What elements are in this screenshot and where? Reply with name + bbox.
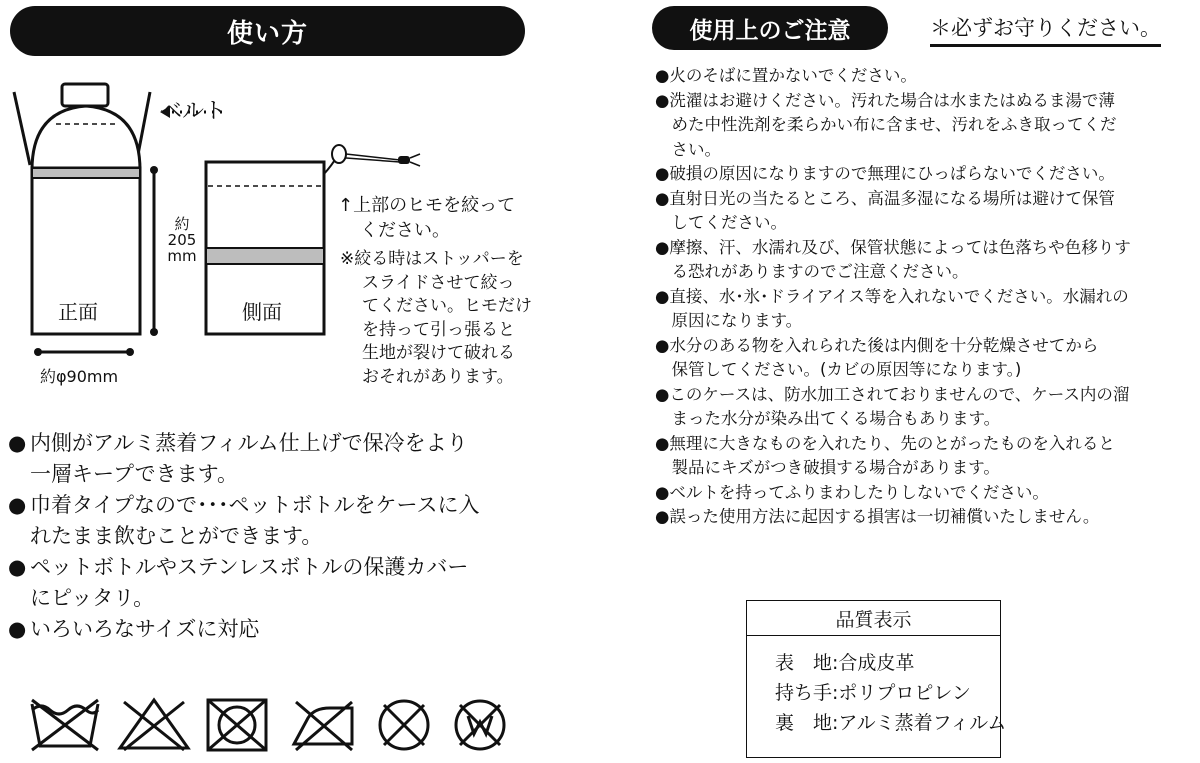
caution-line: ●水分のある物を入れられた後は内側を十分乾燥させてから	[655, 335, 1099, 355]
no-wet-clean-icon	[456, 701, 504, 749]
feature-text: にピッタリ。	[30, 586, 155, 610]
caution-line: る恐れがありますのでご注意ください。	[671, 262, 969, 281]
caution-line: ●ベルトを持ってふりまわしたりしないでください。	[655, 482, 1049, 502]
quality-label-box	[746, 600, 1007, 758]
quality-row-handle: 持ち手:ポリプロピレン	[775, 682, 971, 704]
caution-line: 製品にキズがつき破損する場合があります。	[671, 458, 1000, 477]
usage-header	[10, 6, 525, 56]
feature-item	[8, 459, 548, 490]
stopper-note-line: てください。ヒモだけ	[362, 296, 532, 316]
bullet: ●	[8, 617, 27, 641]
caution-line: ●直射日光の当たるところ、高温多湿になる場所は避けて保管	[655, 188, 1115, 208]
height-unit: mm	[167, 247, 197, 265]
caution-line: 保管してください。(カビの原因等になります。)	[671, 360, 1022, 379]
stopper-note-line: おそれがあります。	[362, 366, 514, 387]
feature-text: 一層キープできます。	[30, 462, 238, 486]
no-wash-icon	[32, 700, 98, 750]
caution-line: してください。	[671, 213, 787, 232]
bullet: ●	[8, 431, 27, 455]
quality-row-lining: 裏 地:アルミ蒸着フィルム	[775, 712, 1007, 734]
feature-item	[8, 552, 548, 583]
caution-line: めた中性洗剤を柔らかい布に含ませ、汚れをふき取ってくだ	[671, 115, 1117, 134]
quality-title: 品質表示	[747, 601, 1000, 636]
front-label: 正面	[58, 300, 98, 324]
caution-line: まった水分が染み出てくる場合もあります。	[671, 409, 1001, 428]
caution-line: ●洗濯はお避けください。汚れた場合は水またはぬるま湯で薄	[655, 90, 1115, 110]
no-bleach-icon	[120, 700, 188, 750]
feature-text: ペットボトルやステンレスボトルの保護カバー	[30, 555, 469, 579]
stopper-note-line: ※絞る時はストッパーを	[340, 249, 524, 269]
stopper-note	[340, 248, 532, 389]
bullet: ●	[8, 493, 27, 517]
feature-text: れたまま飲むことができます。	[30, 524, 323, 548]
caution-line: さい。	[671, 139, 721, 159]
height-dimension	[162, 216, 202, 264]
caution-line: ●破損の原因になりますので無理にひっぱらないでください。	[655, 164, 1115, 183]
bottle-cap	[62, 84, 108, 106]
caution-line: ●摩擦、汗、水濡れ及び、保管状態によっては色落ちや色移りす	[655, 237, 1131, 257]
string-note-line: ください。	[360, 220, 450, 241]
caution-line: 原因になります。	[671, 311, 803, 330]
caution-line: ●無理に大きなものを入れたり、先のとがったものを入れると	[655, 433, 1115, 453]
diameter-label: 約φ90mm	[40, 367, 119, 386]
feature-item	[8, 490, 548, 521]
caution-list	[655, 64, 1195, 530]
caution-line: ●火のそばに置かないでください。	[655, 66, 917, 85]
no-iron-icon	[294, 702, 352, 750]
bottle-shoulder	[32, 106, 140, 170]
feature-item	[8, 614, 548, 645]
feature-text: 巾着タイプなので･･･ペットボトルをケースに入	[30, 493, 480, 517]
string-note-line: ↑上部のヒモを絞って	[338, 195, 516, 216]
feature-text: いろいろなサイズに対応	[30, 617, 260, 641]
caution-line: ●誤った使用方法に起因する損害は一切補償いたしません。	[655, 507, 1100, 526]
feature-list	[8, 428, 548, 645]
bullet: ●	[8, 555, 27, 579]
quality-row-surface: 表 地:合成皮革	[775, 652, 915, 674]
feature-item	[8, 583, 548, 614]
side-band	[206, 248, 324, 264]
caution-line: ●このケースは、防水加工されておりませんので、ケース内の溜	[655, 384, 1130, 404]
front-band	[32, 168, 140, 178]
must-note: ＊必ずお守りください。	[930, 12, 1161, 47]
feature-text: 内側がアルミ蒸着フィルム仕上げで保冷をより	[30, 431, 468, 455]
string-note	[338, 193, 515, 243]
belt-label: ベルト	[160, 99, 227, 124]
no-tumble-dry-icon	[208, 700, 266, 750]
stopper-note-line: スライドさせて絞っ	[362, 272, 515, 293]
no-dry-clean-icon	[380, 701, 428, 749]
stopper-note-line: 生地が裂けて破れる	[362, 343, 515, 363]
side-label: 側面	[242, 300, 282, 324]
care-symbols	[28, 694, 528, 754]
feature-item	[8, 428, 548, 459]
height-prefix: 約	[174, 215, 190, 233]
cautions-title: 使用上のご注意	[689, 17, 851, 44]
stopper	[332, 145, 346, 163]
height-value: 205	[167, 231, 197, 249]
feature-item	[8, 521, 548, 552]
stopper-note-line: を持って引っ張ると	[362, 319, 515, 340]
cautions-header	[652, 6, 888, 50]
caution-line: ●直接、水･氷･ドライアイス等を入れないでください。水漏れの	[655, 286, 1129, 306]
usage-title: 使い方	[226, 18, 308, 49]
